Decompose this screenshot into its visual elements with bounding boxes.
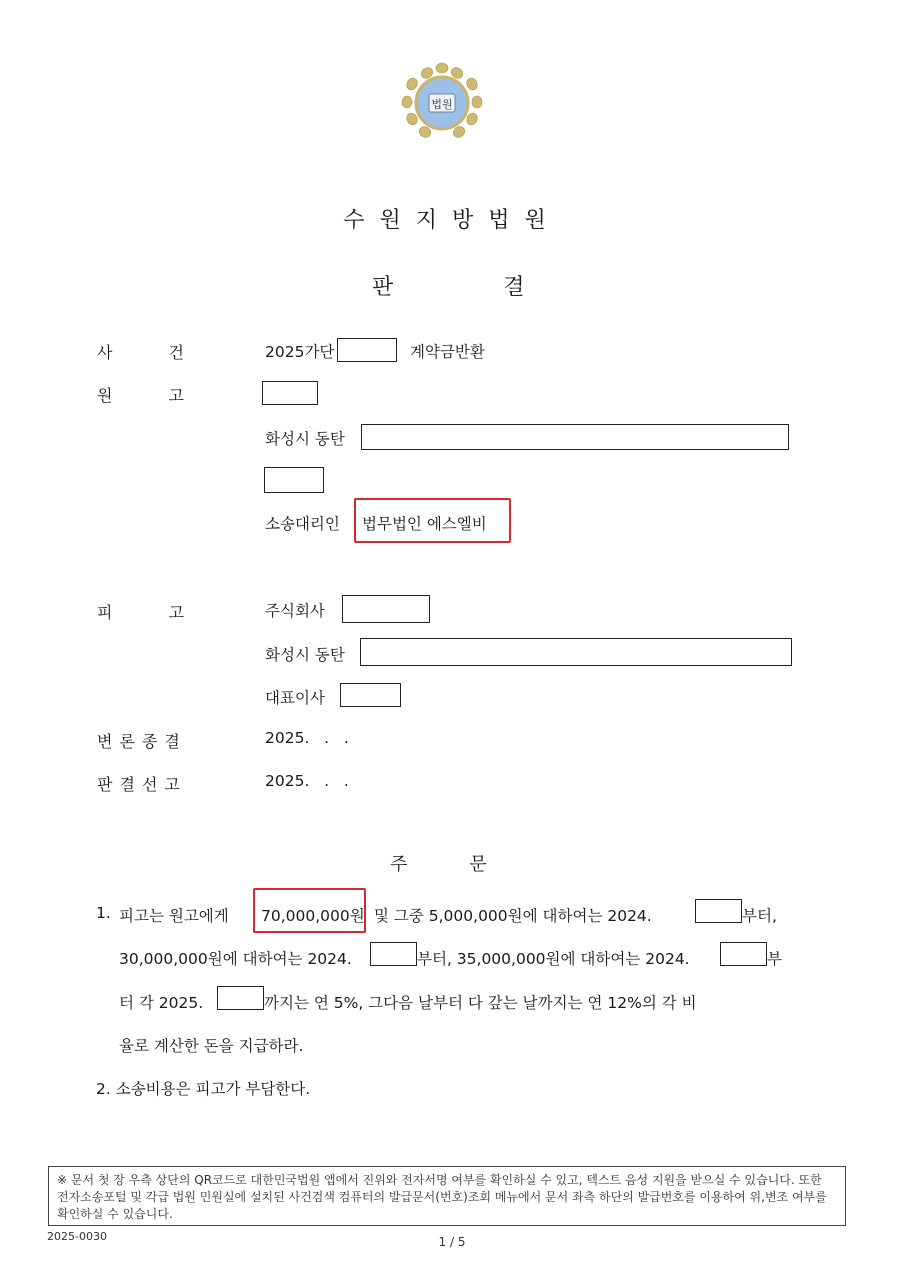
defendant-company-prefix: 주식회사: [265, 602, 325, 620]
highlight-box: [253, 888, 366, 933]
title-char: 판: [372, 275, 394, 300]
redacted-box: [695, 899, 742, 923]
case-label: 사 건: [97, 343, 184, 362]
redacted-box: [720, 942, 767, 966]
redacted-box: [340, 683, 401, 707]
order-text: 까지는 연 5%, 그다음 날부터 다 갚는 날까지는 연 12%의 각 비: [264, 994, 697, 1012]
order-text: 피고는 원고에게: [119, 907, 229, 925]
redacted-box: [337, 338, 397, 362]
order-text: 부터, 35,000,000원에 대하여는 2024.: [417, 950, 690, 968]
court-name: 수원지방법원: [343, 208, 561, 233]
closing-date: 2025. . .: [265, 729, 349, 747]
case-number-prefix: 2025가단: [265, 343, 335, 361]
document-type-title: [372, 270, 525, 301]
agent-label: 소송대리인: [265, 515, 340, 533]
sentencing-date: 2025. . .: [265, 772, 349, 790]
case-title: 계약금반환: [410, 343, 485, 361]
order-text: 율로 계산한 돈을 지급하라.: [119, 1037, 304, 1055]
agent-name: 법무법인 에스엘비: [362, 515, 487, 533]
order-title: 주 문: [390, 854, 487, 875]
ceo-label: 대표이사: [265, 689, 325, 707]
defendant-label: 피 고: [97, 603, 184, 622]
order-text: 부: [767, 950, 782, 968]
closing-label: 변론종결: [97, 732, 187, 751]
title-char: 결: [503, 275, 525, 300]
sentencing-label: 판결선고: [97, 775, 187, 794]
highlight-box: [354, 498, 511, 543]
plaintiff-label: 원 고: [97, 386, 184, 405]
order-item-number: 1.: [96, 904, 111, 922]
plaintiff-address-prefix: 화성시 동탄: [265, 430, 345, 448]
redacted-box: [262, 381, 318, 405]
page-number: 1 / 5: [438, 1235, 466, 1249]
order-text: 및 그중 5,000,000원에 대하여는 2024.: [374, 907, 652, 925]
order-text: 부터,: [742, 907, 777, 925]
redacted-box: [361, 424, 789, 450]
order-amount: 70,000,000원: [261, 907, 365, 925]
order-text: 30,000,000원에 대하여는 2024.: [119, 950, 352, 968]
redacted-box: [217, 986, 264, 1010]
redacted-box: [370, 942, 417, 966]
authenticity-notice: ※ 문서 첫 장 우측 상단의 QR코드로 대한민국법원 앱에서 진위와 전자서명 여부를 확인하실 수 있고, 텍스트 음성 지원을 받으실 수 있습니다. 또한 전자소송포털 및 각급 법원 민원실에 설치된 사건검색 컴퓨터의 발급문서(번호)조회 메뉴에서 문서 좌측 하단의 발급번호를 이용하여 위,변조 여부를 확인하실 수 있습니다.: [48, 1166, 846, 1226]
emblem-text: 법원: [431, 98, 453, 111]
redacted-box: [264, 467, 324, 493]
defendant-address-prefix: 화성시 동탄: [265, 646, 345, 664]
order-item-2: 2. 소송비용은 피고가 부담한다.: [96, 1080, 311, 1098]
redacted-box: [342, 595, 430, 623]
redacted-box: [360, 638, 792, 666]
issuance-number: 2025-0030: [47, 1230, 107, 1243]
order-text: 터 각 2025.: [119, 994, 204, 1012]
court-emblem: [401, 62, 483, 144]
